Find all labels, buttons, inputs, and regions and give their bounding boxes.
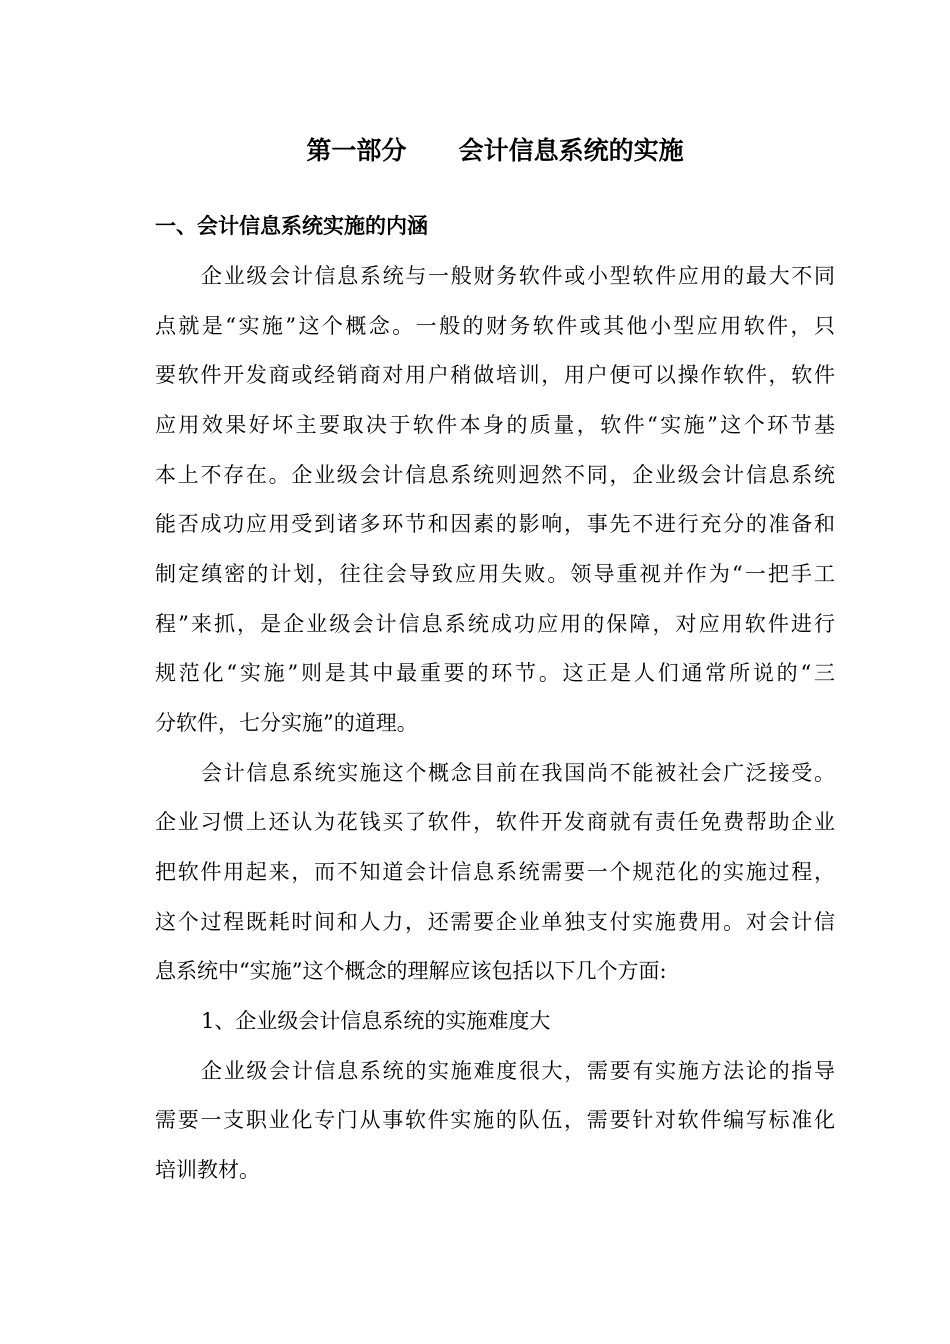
- paragraph-line: 息系统中“实施”这个概念的理解应该包括以下几个方面:: [155, 959, 667, 983]
- paragraph-line: 点就是“实施”这个概念。一般的财务软件或其他小型应用软件，只: [155, 314, 835, 338]
- paragraph-line: 这个过程既耗时间和人力，还需要企业单独支付实施费用。对会计信: [155, 910, 835, 934]
- paragraph-line: 企业习惯上还认为花钱买了软件，软件开发商就有责任免费帮助企业: [155, 810, 835, 834]
- paragraph-line: 规范化“实施”则是其中最重要的环节。这正是人们通常所说的“三: [155, 661, 835, 685]
- document-title: 第一部分 会计信息系统的实施: [306, 136, 684, 165]
- paragraph-line: 应用效果好坏主要取决于软件本身的质量，软件“实施”这个环节基: [155, 413, 835, 437]
- paragraph-line: 分软件，七分实施”的道理。: [155, 711, 418, 735]
- paragraph-line: 企业级会计信息系统与一般财务软件或小型软件应用的最大不同: [201, 264, 835, 288]
- section-heading: 一、会计信息系统实施的内涵: [155, 214, 428, 238]
- paragraph-line: 会计信息系统实施这个概念目前在我国尚不能被社会广泛接受。: [201, 761, 835, 785]
- paragraph-line: 把软件用起来，而不知道会计信息系统需要一个规范化的实施过程，: [155, 860, 835, 884]
- paragraph-line: 程”来抓，是企业级会计信息系统成功应用的保障，对应用软件进行: [155, 612, 835, 636]
- paragraph-line: 制定缜密的计划，往往会导致应用失败。领导重视并作为“一把手工: [155, 562, 835, 586]
- subsection-heading: 1、企业级会计信息系统的实施难度大: [201, 1009, 551, 1033]
- paragraph-line: 本上不存在。企业级会计信息系统则迥然不同，企业级会计信息系统: [155, 463, 835, 487]
- paragraph-line: 培训教材。: [155, 1158, 260, 1182]
- paragraph-line: 需要一支职业化专门从事软件实施的队伍，需要针对软件编写标准化: [155, 1108, 835, 1132]
- paragraph-line: 企业级会计信息系统的实施难度很大，需要有实施方法论的指导: [201, 1059, 835, 1083]
- paragraph-line: 要软件开发商或经销商对用户稍做培训，用户便可以操作软件，软件: [155, 363, 835, 387]
- paragraph-line: 能否成功应用受到诸多环节和因素的影响，事先不进行充分的准备和: [155, 512, 835, 536]
